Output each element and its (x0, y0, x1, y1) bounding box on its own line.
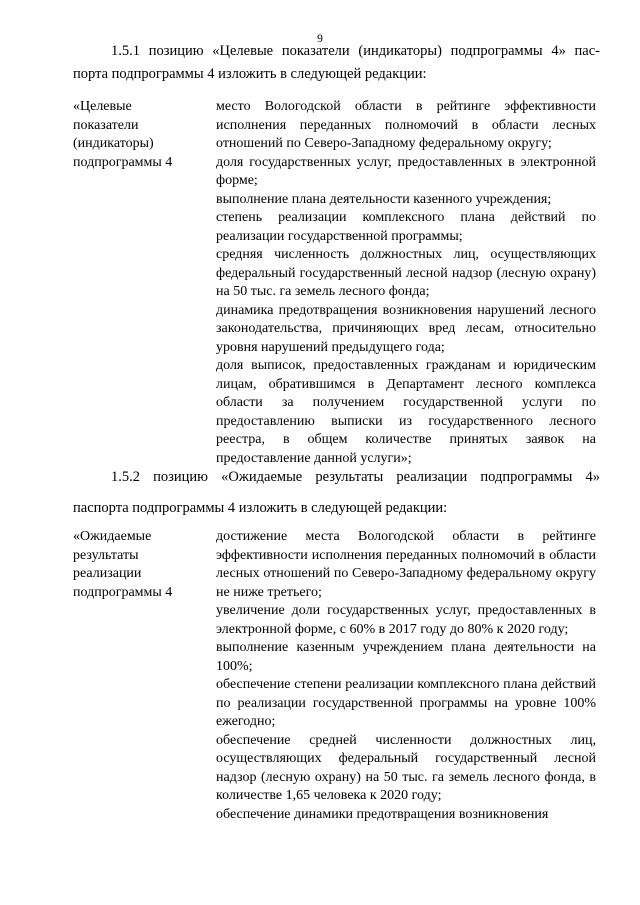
section-2-label-line: результаты (73, 547, 139, 563)
section-1-intro (73, 40, 600, 86)
section-1-content (216, 98, 596, 468)
section-1-label-line: «Целевые (73, 99, 132, 114)
section-2-label-line: «Ожидаемые (73, 529, 152, 544)
section-2-item: увеличение доли государственных услуг, предоставленных в электронной форме, с 60% в 2017 году до 80% к 2020 году; (216, 603, 596, 637)
section-2-item: обеспечение средней численности должностных лиц, осуществляющих федеральный государственный лесной надзор (лесную охрану) на 50 тыс. га земель лесного фонда, в количестве 1,65 человека к 2020 году; (216, 732, 596, 803)
section-2-intro-cont-wrap (73, 497, 600, 520)
section-2-label-line: реализации (73, 566, 142, 581)
section-1-item: доля выписок, предоставленных гражданам и юридическим лицам, обратившимся в Департамент лесного комплекса области за получением государственной услуги по предоставлению выписки из государственного лесного реестра, в общем количестве принятых заявок на предоставление данной услуги»; (216, 358, 596, 466)
section-2-intro-line-1: 1.5.2 позицию «Ожидаемые результаты реализации подпрограммы 4» (111, 469, 600, 485)
section-2-item: выполнение казенным учреждением плана деятельности на 100%; (216, 640, 596, 674)
section-2-intro (73, 466, 600, 489)
section-2-label (73, 528, 213, 602)
section-1-label-line: подпрограммы 4 (73, 154, 173, 170)
section-2-item: обеспечение динамики предотвращения возникновения (216, 806, 549, 822)
section-2-intro-line-2: паспорта подпрограммы 4 изложить в следующей редакции: (73, 500, 448, 516)
section-1-item: доля государственных услуг, предоставленных в электронной форме; (216, 154, 596, 188)
section-1-item: степень реализации комплексного плана действий по реализации государственной программы; (216, 210, 596, 244)
section-1-item: выполнение плана деятельности казенного учреждения; (216, 191, 552, 207)
section-2-content (216, 528, 596, 824)
section-1-item: средняя численность должностных лиц, осуществляющих федеральный государственный лесной надзор (лесную охрану) на 50 тыс. га земель лесного фонда; (216, 247, 596, 299)
section-1-label-line: показатели (73, 117, 139, 133)
section-1-label (73, 98, 213, 172)
section-1-intro-line-1: 1.5.1 позицию «Целевые показатели (индикаторы) подпрограммы 4» пас- (111, 43, 600, 59)
section-2-item: достижение места Вологодской области в рейтинге эффективности исполнения переданных полномочий в области лесных отношений по Северо-Западному федеральному округу не ниже третьего; (216, 529, 596, 600)
section-2-label-line: подпрограммы 4 (73, 584, 173, 600)
section-1-item: место Вологодской области в рейтинге эффективности исполнения переданных полномочий в области лесных отношений по Северо-Западному федеральному округу; (216, 99, 596, 151)
section-2-item: обеспечение степени реализации комплексного плана действий по реализации государственной программы на уровне 100% ежегодно; (216, 677, 596, 729)
section-1-item: динамика предотвращения возникновения нарушений лесного законодательства, причиняющих вред лесам, относительно уровня нарушений предыдущего года; (216, 302, 596, 355)
section-1-intro-line-2: порта подпрограммы 4 изложить в следующей редакции: (73, 66, 427, 82)
page-number: 9 (317, 33, 323, 45)
section-1-label-line: (индикаторы) (73, 136, 154, 151)
